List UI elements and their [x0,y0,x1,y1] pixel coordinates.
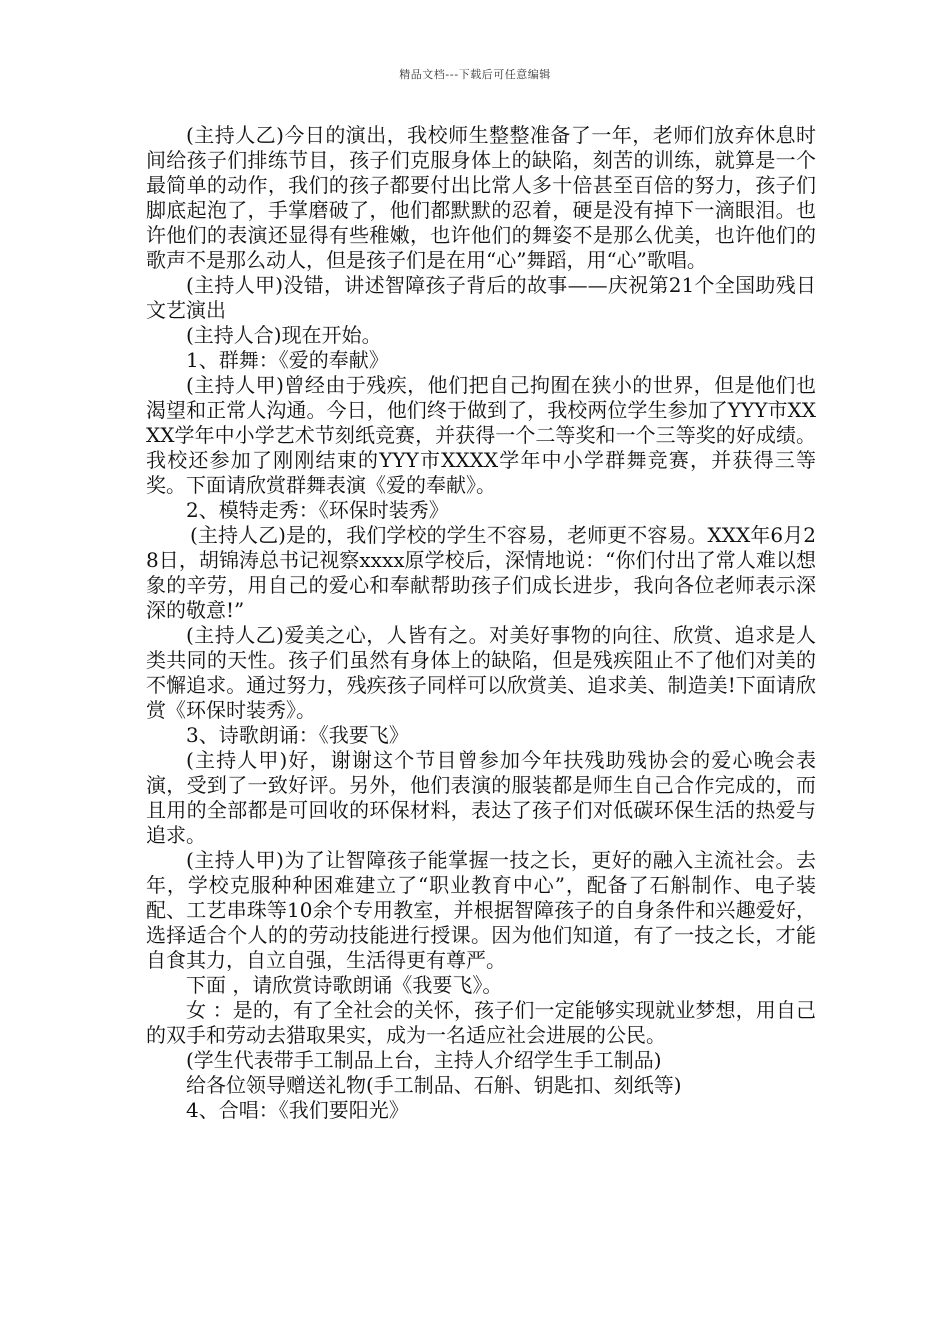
paragraph-host-a-thanks: (主持人甲)好，谢谢这个节目曾参加今年扶残助残协会的爱心晚会表演，受到了一致好评。另外，他们表演的服装都是师生自己合作完成的，而且用的全部都是可回收的环保材料，表达了孩子们对低碳环保生活的热爱与追求。 [146,748,816,847]
document-body [146,123,816,1123]
program-item-1: 1、群舞：《爱的奉献》 [186,348,389,372]
paragraph-host-a-vocational: (主持人甲)为了让智障孩子能掌握一技之长，更好的融入主流社会。去年，学校克服种种困难建立了“职业教育中心”，配备了石斛制作、电子装配、工艺串珠等10余个专用教室，并根据智障孩子的自身条件和兴趣爱好，选择适合个人的的劳动技能进行授课。因为他们知道，有了一技之长，才能自食其力，自立自强，生活得更有尊严。 [146,848,816,972]
paragraph-female-host: 女 ：是的，有了全社会的关怀，孩子们一定能够实现就业梦想，用自己的双手和劳动去猎取果实，成为一名适应社会进展的公民。 [146,998,816,1047]
paragraph-stage-direction: (学生代表带手工制品上台，主持人介绍学生手工制品) [186,1048,662,1072]
paragraph-host-joint: (主持人合)现在开始。 [186,323,382,347]
paragraph-host-b-teachers: (主持人乙)是的，我们学校的学生不容易，老师更不容易。XXX年6月28日，胡锦涛总书记视察xxxx原学校后，深情地说：“你们付出了常人难以想象的辛劳，用自己的爱心和奉献帮助孩子们成长进步，我向各位老师表示深深的敬意!” [146,523,816,622]
program-item-4: 4、合唱：《我们要阳光》 [186,1098,409,1122]
paragraph-host-b-intro: (主持人乙)今日的演出，我校师生整整准备了一年，老师们放弃休息时间给孩子们排练节目，孩子们克服身体上的缺陷，刻苦的训练，就算是一个最简单的动作，我们的孩子都要付出比常人多十倍甚至百倍的努力，孩子们脚底起泡了，手掌磨破了，他们都默默的忍着，硬是没有掉下一滴眼泪。也许他们的表演还显得有些稚嫩，也许他们的舞姿不是那么优美，也许他们的歌声不是那么动人，但是孩子们是在用“心”舞蹈，用“心”歌唱。 [146,123,816,272]
program-item-2: 2、模特走秀：《环保时装秀》 [186,498,449,522]
paragraph-next-poem: 下面 ，请欣赏诗歌朗诵《我要飞》。 [186,973,503,997]
paragraph-host-b-beauty: (主持人乙)爱美之心，人皆有之。对美好事物的向往、欣赏、追求是人类共同的天性。孩子们虽然有身体上的缺陷，但是残疾阻止不了他们对美的不懈追求。通过努力，残疾孩子同样可以欣赏美、追求美、制造美!下面请欣赏《环保时装秀》。 [146,623,816,722]
program-item-3: 3、诗歌朗诵：《我要飞》 [186,723,409,747]
page-header: 精品文档---下载后可任意编辑 [399,68,551,81]
paragraph-host-a-story: (主持人甲)没错，讲述智障孩子背后的故事——庆祝第21个全国助残日文艺演出 [146,273,816,322]
paragraph-host-a-dance: (主持人甲)曾经由于残疾，他们把自己拘囿在狭小的世界，但是他们也渴望和正常人沟通。今日，他们终于做到了，我校两位学生参加了YYY市XXXX学年中小学艺术节刻纸竞赛，并获得一个二等奖和一个三等奖的好成绩。我校还参加了刚刚结束的YYY市XXXX学年中小学群舞竞赛，并获得三等奖。下面请欣赏群舞表演《爱的奉献》。 [146,373,816,497]
paragraph-gifts: 给各位领导赠送礼物(手工制品、石斛、钥匙扣、刻纸等) [186,1073,682,1097]
